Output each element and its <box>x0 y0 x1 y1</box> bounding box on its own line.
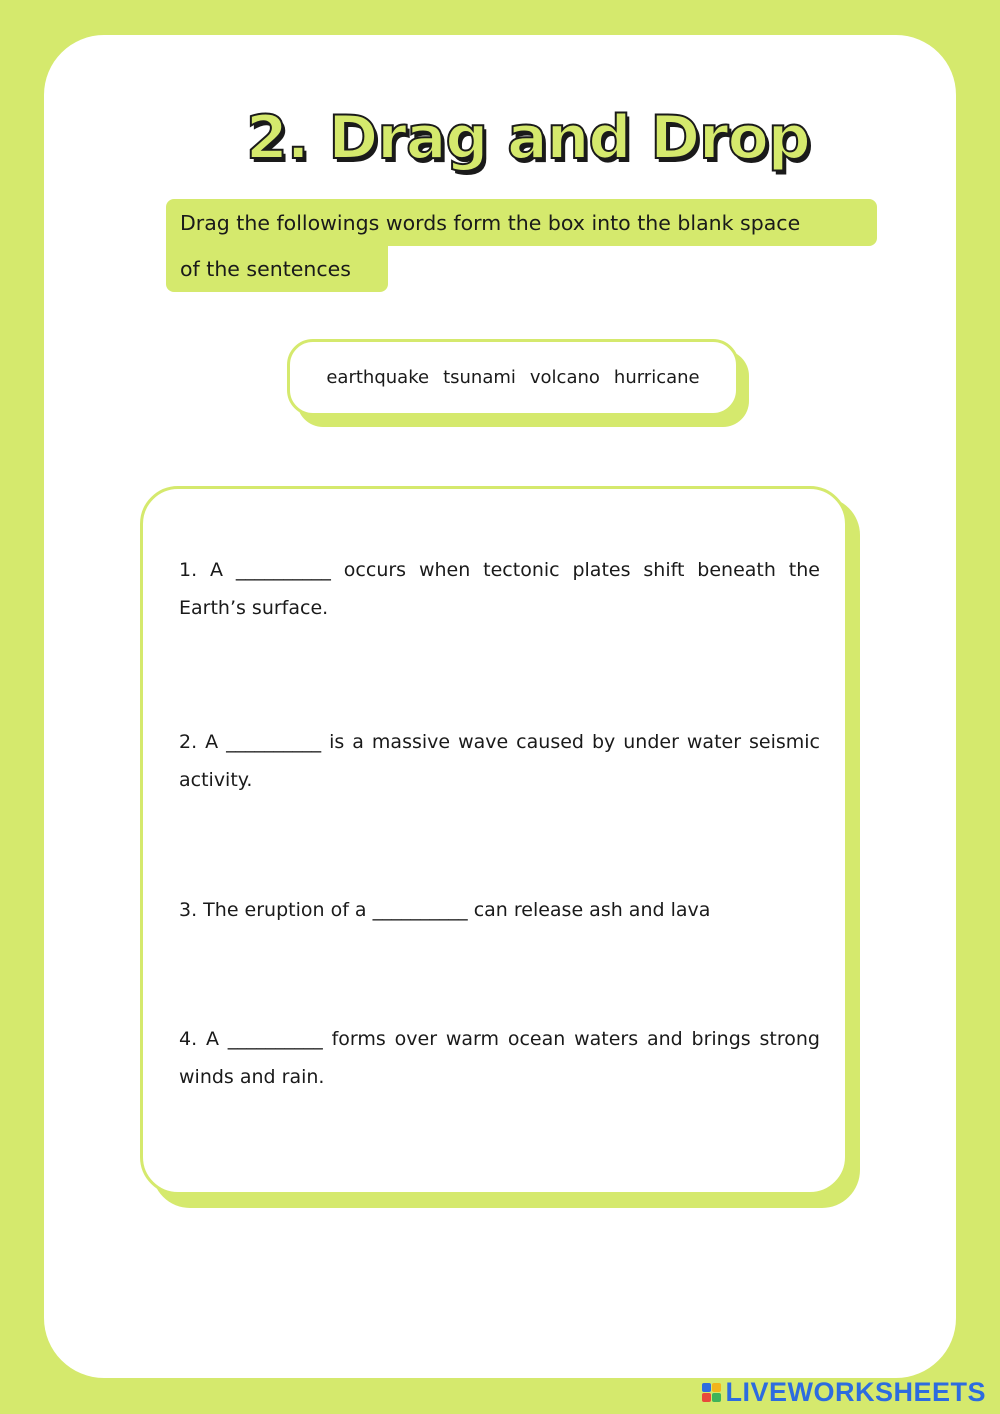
liveworksheets-logo <box>702 1377 986 1408</box>
question-4-blank[interactable]: __________ <box>227 1028 323 1050</box>
question-3-text: can release ash and lava <box>473 899 711 921</box>
question-1 <box>179 551 820 627</box>
question-4-text: forms over warm ocean waters and brings strong winds and rain. <box>179 1028 820 1088</box>
question-2-text: is a massive wave caused by under water seismic activity. <box>179 731 821 791</box>
question-3-number: 3. The eruption of a <box>179 899 367 921</box>
question-1-number: 1. A <box>179 559 224 581</box>
instruction-line-1: Drag the followings words form the box into the blank space <box>166 199 877 246</box>
instruction-line-2: of the sentences <box>166 245 388 292</box>
question-3 <box>179 891 820 929</box>
question-2-blank[interactable]: __________ <box>226 731 322 753</box>
word-volcano[interactable]: volcano <box>529 367 600 388</box>
word-tsunami[interactable]: tsunami <box>443 367 516 388</box>
logo-text: LIVEWORKSHEETS <box>725 1377 986 1407</box>
question-2 <box>179 723 820 799</box>
question-1-blank[interactable]: __________ <box>235 559 331 581</box>
word-bank <box>287 339 739 416</box>
question-3-blank[interactable]: __________ <box>372 899 468 921</box>
logo-icon <box>702 1383 721 1402</box>
question-4 <box>179 1020 820 1096</box>
word-earthquake[interactable]: earthquake <box>326 367 430 388</box>
question-2-number: 2. A <box>179 731 219 753</box>
question-1-text: occurs when tectonic plates shift beneath the Earth’s surface. <box>179 559 820 619</box>
page-title: 2. Drag and Drop <box>246 103 810 173</box>
question-4-number: 4. A <box>179 1028 219 1050</box>
word-hurricane[interactable]: hurricane <box>613 367 700 388</box>
